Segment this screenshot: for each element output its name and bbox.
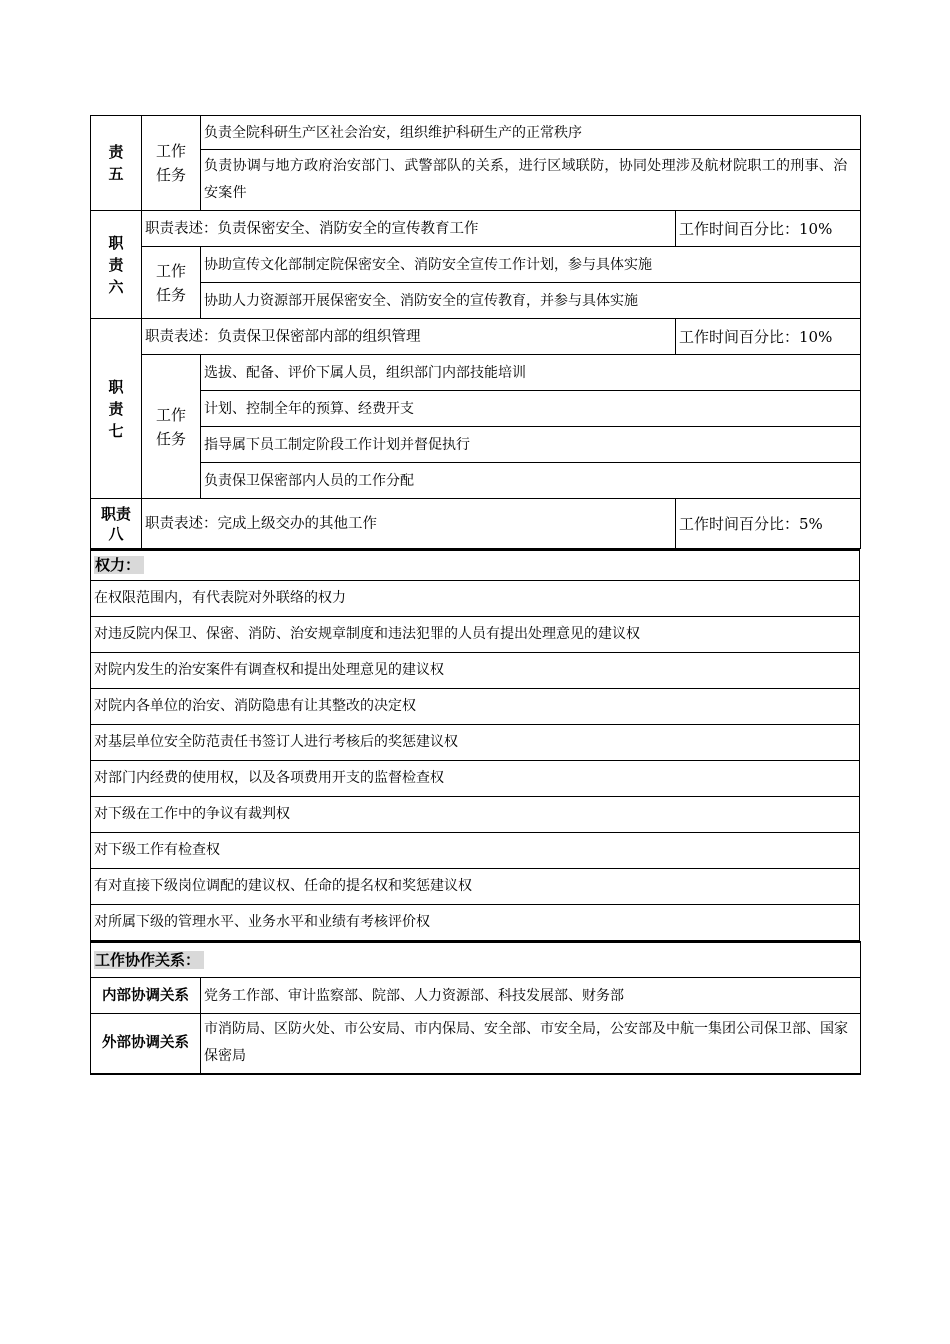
relations-title-row <box>91 942 861 978</box>
power-item: 对基层单位安全防范责任书签订人进行考核后的奖惩建议权 <box>91 724 860 760</box>
power-item: 在权限范围内，有代表院对外联络的权力 <box>91 580 860 616</box>
duty5-task: 负责协调与地方政府治安部门、武警部队的关系，进行区域联防，协同处理涉及航材院职工的刑事、治安案件 <box>201 150 861 211</box>
external-relations-value: 市消防局、区防火处、市公安局、市内保局、安全部、市安全局，公安部及中航一集团公司保卫部、国家保密局 <box>201 1014 861 1074</box>
duty-table-container <box>90 115 860 1075</box>
duty8-description: 职责表述：完成上级交办的其他工作 <box>142 499 676 549</box>
duty6-task: 协助宣传文化部制定院保密安全、消防安全宣传工作计划，参与具体实施 <box>201 247 861 283</box>
duty7-task: 指导属下员工制定阶段工作计划并督促执行 <box>201 427 861 463</box>
power-item: 对下级工作有检查权 <box>91 832 860 868</box>
duty5-task-row <box>91 116 861 150</box>
duty6-time-percentage: 工作时间百分比：10% <box>676 211 861 247</box>
duty8-time-percentage: 工作时间百分比：5% <box>676 499 861 549</box>
power-item: 对违反院内保卫、保密、消防、治安规章制度和违法犯罪的人员有提出处理意见的建议权 <box>91 616 860 652</box>
powers-title-row <box>91 550 860 580</box>
duties-table <box>90 115 861 549</box>
duty6-description-row <box>91 211 861 247</box>
duty8-description-row <box>91 499 861 549</box>
power-item: 对所属下级的管理水平、业务水平和业绩有考核评价权 <box>91 904 860 940</box>
duty7-task-row <box>91 463 861 499</box>
relations-title: 工作协作关系： <box>91 942 861 978</box>
duty6-task: 协助人力资源部开展保密安全、消防安全的宣传教育，并参与具体实施 <box>201 283 861 319</box>
duty7-description: 职责表述：负责保卫保密部内部的组织管理 <box>142 319 676 355</box>
duty6-tasks-label: 工作 任务 <box>142 247 201 319</box>
duty7-time-percentage: 工作时间百分比：10% <box>676 319 861 355</box>
duty7-task-row <box>91 427 861 463</box>
internal-relations-label: 内部协调关系 <box>91 978 201 1014</box>
duty6-task-row <box>91 283 861 319</box>
duty6-description: 职责表述：负责保密安全、消防安全的宣传教育工作 <box>142 211 676 247</box>
internal-relations-row <box>91 978 861 1014</box>
power-item: 对下级在工作中的争议有裁判权 <box>91 796 860 832</box>
powers-title: 权力： <box>91 550 860 580</box>
duty8-label: 职责 八 <box>91 499 142 549</box>
internal-relations-value: 党务工作部、审计监察部、院部、人力资源部、科技发展部、财务部 <box>201 978 861 1014</box>
duty7-task: 负责保卫保密部内人员的工作分配 <box>201 463 861 499</box>
external-relations-label: 外部协调关系 <box>91 1014 201 1074</box>
duty5-label: 责 五 <box>91 116 142 211</box>
duty5-task: 负责全院科研生产区社会治安，组织维护科研生产的正常秩序 <box>201 116 861 150</box>
duty5-tasks-label: 工作 任务 <box>142 116 201 211</box>
duty7-tasks-label: 工作 任务 <box>142 355 201 499</box>
duty7-task-row <box>91 355 861 391</box>
duty7-label: 职 责 七 <box>91 319 142 499</box>
duty7-task: 选拔、配备、评价下属人员，组织部门内部技能培训 <box>201 355 861 391</box>
power-item: 有对直接下级岗位调配的建议权、任命的提名权和奖惩建议权 <box>91 868 860 904</box>
external-relations-row <box>91 1014 861 1074</box>
duty6-task-row <box>91 247 861 283</box>
power-item: 对院内发生的治安案件有调查权和提出处理意见的建议权 <box>91 652 860 688</box>
duty7-task-row <box>91 391 861 427</box>
power-item: 对部门内经费的使用权，以及各项费用开支的监督检查权 <box>91 760 860 796</box>
powers-table <box>90 549 860 941</box>
duty6-label: 职 责 六 <box>91 211 142 319</box>
duty7-task: 计划、控制全年的预算、经费开支 <box>201 391 861 427</box>
relations-table <box>90 941 861 1075</box>
duty7-description-row <box>91 319 861 355</box>
power-item: 对院内各单位的治安、消防隐患有让其整改的决定权 <box>91 688 860 724</box>
duty5-task-row <box>91 150 861 211</box>
